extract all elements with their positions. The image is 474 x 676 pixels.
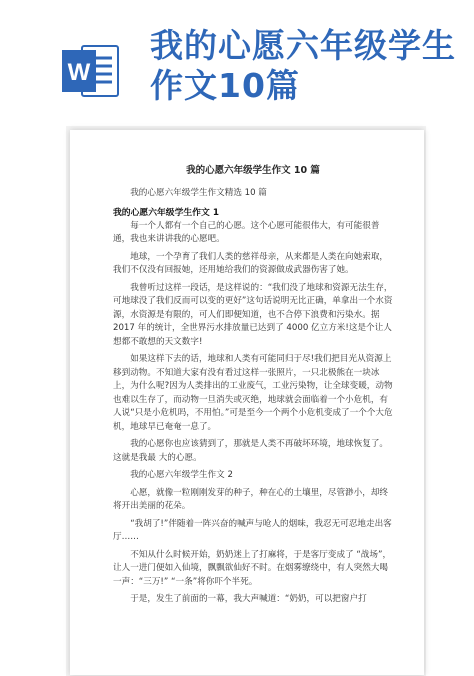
paragraph: 我的心愿六年级学生作文 2	[130, 470, 233, 480]
paragraph: 地球，一个孕育了我们人类的慈祥母亲，从来都是人类在向她索取，我们不仅没有回报她，还用她给我们的资源做成武器伤害了她。	[113, 251, 389, 275]
word-document-icon	[60, 40, 122, 102]
section-heading: 我的心愿六年级学生作文 1	[113, 207, 219, 218]
banner	[0, 0, 474, 130]
paragraph: “我胡了!”伴随着一阵兴奋的喊声与呛人的烟味，我忍无可忍地走出客厅……	[113, 518, 392, 542]
paragraph: 我的心愿六年级学生作文精选 10 篇	[130, 188, 267, 198]
paragraph: 我的心愿你也应该猜到了，那就是人类不再破坏环境，地球恢复了。这就是我最 大的心愿。	[113, 439, 389, 463]
banner-title: 我的心愿六年级学生作文10篇	[150, 26, 456, 105]
paragraph: 不知从什么时候开始，奶奶迷上了打麻将，于是客厅变成了 “战场”，让人一进门便如入仙境，飘飘欲仙好不时。在烟雾缭绕中，有人突然大喝一声：“三万!” “一条”将你吓个半死。	[113, 549, 392, 587]
document-body	[113, 162, 393, 611]
paragraph: 我曾听过这样一段话，是这样说的：“我们没了地球和资源无法生存，可地球没了我们反而可以变的更好”这句话说明无比正确，单拿出一个水资源，水资源是有限的，可人们即便知道，也不合停下浪费和污染水。据 2017 年的统计，全世界污水排放量已达到了 4000 亿立方米!这是个让人想都不敢想的天文数字!	[113, 282, 393, 347]
paragraph: 心愿，就像一粒刚刚发芽的种子，种在心的土壤里，尽管渺小，却终将开出美丽的花朵。	[113, 487, 389, 511]
document-page	[70, 130, 424, 675]
paragraph: 如果这样下去的话，地球和人类有可能同归于尽!我们把目光从资源上移到动物。不知道大家有没有看过这样一张照片，一只北极熊在一块冰上，为什么呢?因为人类排出的工业废气，工业污染物，让全球变暖，动物也难以生存了，而动物一旦消失或灭绝，地球就会面临着一个小危机，有人说“只是小危机吗，不用怕。”可是至今一个两个小危机变成了一个个大危机，地球早已奄奄一息了。	[113, 354, 393, 432]
paragraph: 于是，发生了前面的一幕，我大声喊道：“奶奶，可以把窗户打	[130, 594, 367, 604]
word-icon-letter: W	[67, 59, 91, 86]
paragraph: 每一个人都有一个自己的心愿。这个心愿可能很伟大，有可能很普通，我也来讲讲我的心愿吧。	[113, 220, 380, 244]
document-title: 我的心愿六年级学生作文 10 篇	[186, 165, 320, 176]
